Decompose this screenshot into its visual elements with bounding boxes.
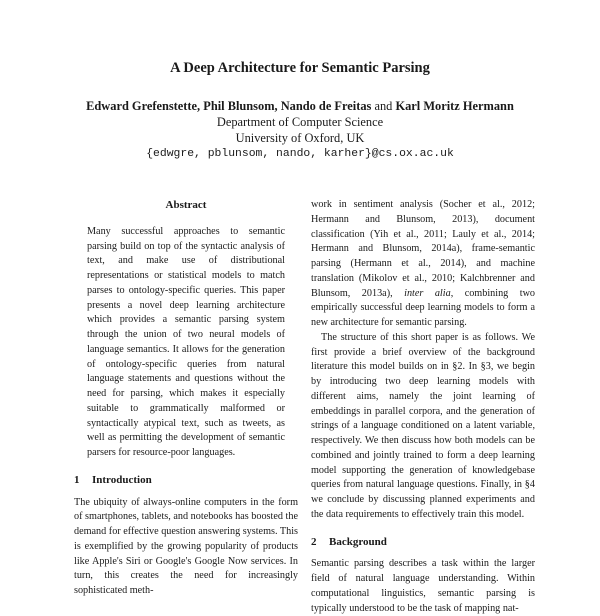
left-column [74, 198, 298, 599]
affiliation-university: University of Oxford, UK [235, 131, 365, 145]
section-2-heading [311, 535, 535, 550]
authors-main: Edward Grefenstette, Phil Blunsom, Nando de Freitas [86, 99, 372, 113]
author-emails: {edwgre, pblunsom, nando, karher}@cs.ox.ac.uk [146, 148, 454, 160]
section-1-title: Introduction [92, 473, 152, 486]
section-1-number: 1 [74, 473, 80, 486]
section-1-heading [74, 473, 298, 488]
intro-cont-text-a: work in sentiment analysis (Socher et al., 2012; Hermann and Blunsom, 2013), document classification (Yih et al., 2011; Lauly et al., 2014; Hermann and Blunsom, 2014a), frame-semantic parsing (Hermann et al., 2014), and machine translation (Mikolov et al., 2010; Kalchbrenner and Blunsom, 2013a), [311, 199, 535, 299]
authors-last: Karl Moritz Hermann [395, 99, 514, 113]
intro-cont-italic: inter alia [404, 287, 451, 299]
author-names [0, 98, 600, 114]
right-column [311, 198, 535, 616]
intro-paragraph-1-continued [311, 198, 535, 331]
abstract-text: Many successful approaches to semantic parsing build on top of the syntactic analysis of text, and make use of distributional representations or statistical models to match parses to ontology-specific queries. This paper presents a novel deep learning architecture which provides a semantic parsing system through the union of two neural models of language semantics. It allows for the generation of ontology-specific queries from natural language statements and questions without the need for parsing, which makes it especially suitable to grammatically malformed or syntactically atypical text, such as tweets, as well as permitting the development of semantic parsers for resource-poor languages. [87, 225, 285, 458]
paper-title: A Deep Architecture for Semantic Parsing [170, 60, 430, 76]
section-2-title: Background [329, 535, 387, 548]
section-2-number: 2 [311, 535, 317, 548]
author-block [0, 98, 600, 162]
abstract-heading: Abstract [165, 199, 207, 211]
background-paragraph-1: Semantic parsing describes a task within the larger field of natural language understanding. Within computational linguistics, semantic parsing is typically understood to be the task of mapping nat- [311, 558, 535, 614]
authors-conjunction: and [374, 99, 393, 113]
intro-paragraph-2: The structure of this short paper is as follows. We first provide a brief overview of the background literature this model builds on in §2. In §3, we begin by introducing two deep learning models with different aims, namely the joint learning of embeddings in parallel corpora, and the generation of strings of a language conditioned on a latent variable, respectively. We then discuss how both models can be combined and jointly trained to form a deep learning model supporting the generation of knowledgebase queries from natural language questions. Finally, in §4 we conclude by discussing planned experiments and the data requirements to effectively train this model. [311, 331, 535, 520]
intro-paragraph-1: The ubiquity of always-online computers in the form of smartphones, tablets, and notebooks has boosted the demand for effective question answering systems. This is exemplified by the growing popularity of products like Apple's Siri or Google's Google Now services. In turn, this creates the need for increasingly sophisticated meth- [74, 496, 298, 596]
intro-cont-text-b: , combining two empirically successful deep learning models to form a new architecture for semantic parsing. [311, 287, 536, 328]
affiliation-department: Department of Computer Science [216, 115, 384, 129]
